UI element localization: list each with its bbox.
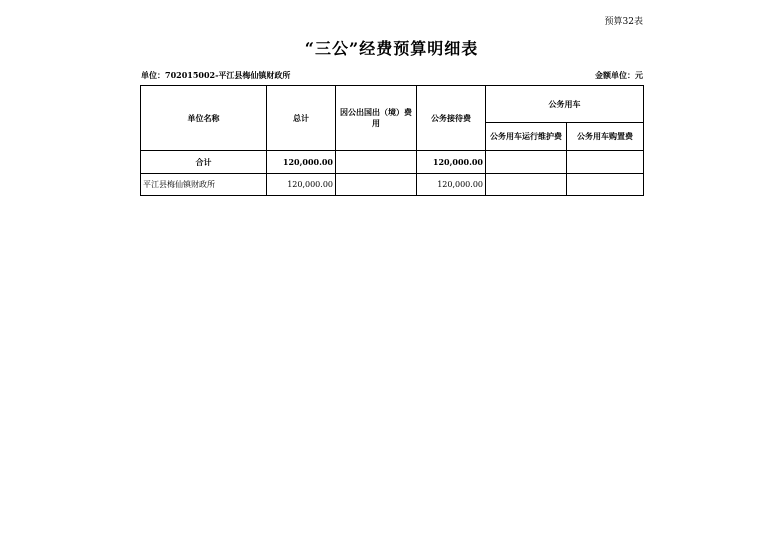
currency-unit-label: 金额单位：元 (595, 70, 643, 80)
total-amount: 120,000.00 (267, 151, 336, 174)
row-reception: 120,000.00 (417, 174, 486, 196)
row-total: 120,000.00 (267, 174, 336, 196)
total-row (141, 151, 644, 174)
header-vehicle-maintenance: 公务用车运行维护费 (486, 123, 567, 151)
row-vehicle-maintenance (486, 174, 567, 196)
page-title: “三公”经费预算明细表 (304, 39, 479, 58)
header-reception: 公务接待费 (417, 86, 486, 151)
header-overseas: 因公出国出（境）费用 (336, 86, 417, 151)
page-tag: 预算32表 (604, 17, 643, 27)
row-vehicle-purchase (567, 174, 644, 196)
total-overseas (336, 151, 417, 174)
header-row (141, 86, 644, 123)
budget-table (140, 85, 644, 196)
row-overseas (336, 174, 417, 196)
total-vehicle-purchase (567, 151, 644, 174)
header-total: 总计 (267, 86, 336, 151)
header-unit-name: 单位名称 (141, 86, 267, 151)
total-vehicle-maintenance (486, 151, 567, 174)
table-row (141, 174, 644, 196)
header-vehicle: 公务用车 (486, 86, 644, 123)
total-reception: 120,000.00 (417, 151, 486, 174)
meta-row (141, 70, 643, 82)
row-unit-name: 平江县梅仙镇财政所 (141, 174, 267, 196)
header-vehicle-purchase: 公务用车购置费 (567, 123, 644, 151)
unit-label: 单位：702015002-平江县梅仙镇财政所 (141, 70, 291, 80)
total-label: 合计 (141, 151, 267, 174)
